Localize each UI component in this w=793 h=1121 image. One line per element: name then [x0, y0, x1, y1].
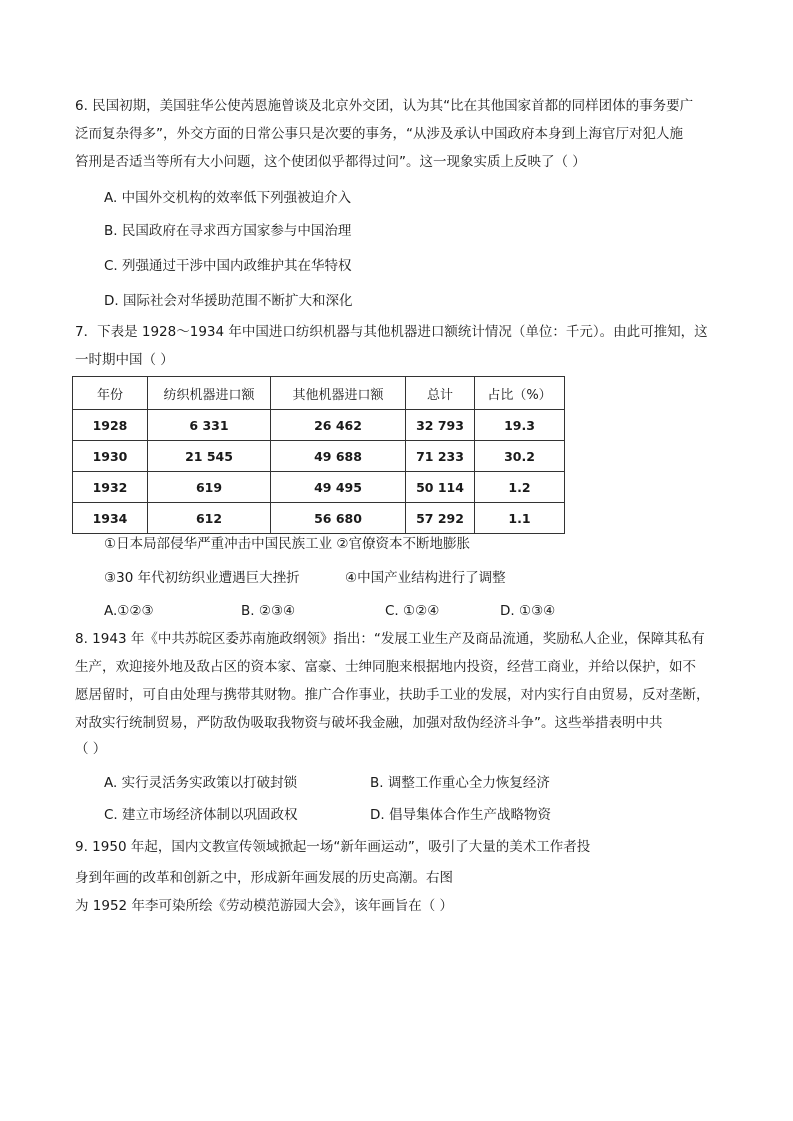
q7-line-2: 一时期中国（ ） [75, 352, 174, 368]
q6-line-3: 笞刑是否适当等所有大小问题，这个使团似乎都得过问”。这一现象实质上反映了（ ） [75, 154, 586, 170]
table-cell: 49 495 [271, 472, 406, 503]
table-cell: 57 292 [406, 503, 475, 534]
table-cell: 6 331 [148, 410, 271, 441]
table-cell: 1.2 [475, 472, 565, 503]
table-cell: 1928 [73, 410, 148, 441]
table-row [73, 441, 565, 472]
table-header-cell: 纺织机器进口额 [148, 377, 271, 410]
table-header-row [73, 377, 565, 410]
table-cell: 1934 [73, 503, 148, 534]
table-cell: 19.3 [475, 410, 565, 441]
table-header-cell: 其他机器进口额 [271, 377, 406, 410]
table-cell: 1932 [73, 472, 148, 503]
table-row [73, 503, 565, 534]
q7-option-a: A.①②③ [104, 603, 154, 619]
table-row [73, 410, 565, 441]
table-cell: 49 688 [271, 441, 406, 472]
q8-line-1: 8. 1943 年《中共苏皖区委苏南施政纲领》指出：“发展工业生产及商品流通，奖励私人企业，保障其私有 [75, 631, 705, 647]
q6-option-b: B. 民国政府在寻求西方国家参与中国治理 [104, 223, 352, 239]
q8-line-2: 生产，欢迎接外地及敌占区的资本家、富豪、士绅同胞来根据地内投资，经营工商业，并给以保护，如不 [75, 659, 696, 675]
q6-line-1: 6. 民国初期，美国驻华公使芮恩施曾谈及北京外交团，认为其“比在其他国家首都的同样团体的事务要广 [75, 98, 694, 114]
table-header-cell: 年份 [73, 377, 148, 410]
q8-line-3: 愿居留时，可自由处理与携带其财物。推广合作事业，扶助手工业的发展，对内实行自由贸易，反对垄断， [75, 687, 710, 703]
table-cell: 26 462 [271, 410, 406, 441]
q8-line-4: 对敌实行统制贸易，严防敌伪吸取我物资与破坏我金融，加强对敌伪经济斗争”。这些举措表明中共 [75, 715, 663, 731]
table-header-cell: 总计 [406, 377, 475, 410]
q8-option-c: C. 建立市场经济体制以巩固政权 [104, 807, 298, 823]
table-cell: 21 545 [148, 441, 271, 472]
q9-line-3: 为 1952 年李可染所绘《劳动模范游园大会》，该年画旨在（ ） [75, 898, 453, 914]
q7-option-c: C. ①②④ [385, 603, 440, 619]
q8-option-d: D. 倡导集体合作生产战略物资 [370, 807, 551, 823]
table-cell: 32 793 [406, 410, 475, 441]
q7-option-d: D. ①③④ [500, 603, 556, 619]
table-cell: 71 233 [406, 441, 475, 472]
table-cell: 30.2 [475, 441, 565, 472]
q7-statement-3: ③30 年代初纺织业遭遇巨大挫折 [104, 570, 300, 586]
q9-line-2: 身到年画的改革和创新之中，形成新年画发展的历史高潮。右图 [75, 870, 453, 886]
table-header-cell: 占比（%） [475, 377, 565, 410]
table-cell: 1930 [73, 441, 148, 472]
q6-option-a: A. 中国外交机构的效率低下列强被迫介入 [104, 190, 352, 206]
q7-statement-4: ④中国产业结构进行了调整 [345, 570, 506, 586]
table-cell: 1.1 [475, 503, 565, 534]
q7-statements-1-2: ①日本局部侵华严重冲击中国民族工业 ②官僚资本不断地膨胀 [104, 536, 470, 552]
table-cell: 50 114 [406, 472, 475, 503]
table-cell: 612 [148, 503, 271, 534]
table-cell: 56 680 [271, 503, 406, 534]
q8-option-b: B. 调整工作重心全力恢复经济 [370, 775, 550, 791]
q6-line-2: 泛而复杂得多”，外交方面的日常公事只是次要的事务，“从涉及承认中国政府本身到上海官厅对犯人施 [75, 126, 683, 142]
table-row [73, 472, 565, 503]
q6-option-d: D. 国际社会对华援助范围不断扩大和深化 [104, 293, 353, 309]
table-cell: 619 [148, 472, 271, 503]
q7-statistics-table [72, 376, 565, 534]
q9-line-1: 9. 1950 年起，国内文教宣传领域掀起一场“新年画运动”，吸引了大量的美术工作者投 [75, 839, 591, 855]
q6-option-c: C. 列强通过干涉中国内政维护其在华特权 [104, 258, 352, 274]
q7-option-b: B. ②③④ [241, 603, 296, 619]
q8-option-a: A. 实行灵活务实政策以打破封锁 [104, 775, 298, 791]
q7-line-1: 7．下表是 1928～1934 年中国进口纺织机器与其他机器进口额统计情况（单位：千元）。由此可推知，这 [75, 324, 708, 340]
q8-line-5: （ ） [75, 741, 107, 757]
